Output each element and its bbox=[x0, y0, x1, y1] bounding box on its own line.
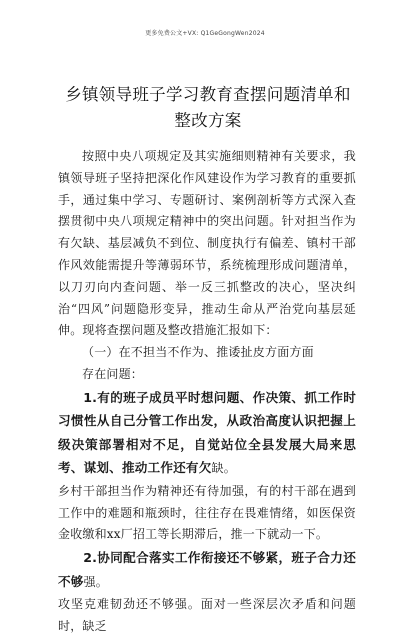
intro-paragraph: 按照中央八项规定及其实施细则精神有关要求，我镇领导班子坚持把深化作风建设作为学习教育的重要抓手，通过集中学习、专题研讨、案例剖析等方式深入查摆贯彻中央八项规定精神中的突出问题。针对担当作为有欠缺、基层减负不到位、制度执行有偏差、镇村干部作风效能需提升等薄弱环节，系统梳理形成问题清单，以刀刃向内查问题、举一反三抓整改的决心，坚决纠治“四风”问题隐形变异，推动生命从严治党向基层延伸。现将查摆问题及整改措施汇报如下： bbox=[58, 149, 356, 338]
problem-item-1-bold: 1.有的班子成员平时想问题、作决策、抓工作时习惯性从自己分管工作出发，从政治高度认识把握上级决策部署相对不足，自觉站位全县发展大局来思考、谋划、推动工作还有欠 bbox=[58, 389, 356, 476]
problem-item-2 bbox=[58, 546, 356, 594]
problem-item-2-bold: 2.协同配合落实工作衔接还不够紧，班子合力还不够 bbox=[58, 550, 356, 589]
section-heading: （一）在不担当不作为、推诿扯皮方面方面 bbox=[82, 345, 314, 360]
document-title: 乡镇领导班子学习教育查摆问题清单和整改方案 bbox=[65, 85, 351, 130]
document-body bbox=[58, 146, 356, 638]
problem-item-2-detail: 攻坚克难韧劲还不够强。面对一些深层次矛盾和问题时，缺乏 bbox=[58, 597, 356, 633]
problems-label: 存在问题： bbox=[82, 366, 144, 381]
problem-item-1-tail: 缺。 bbox=[211, 461, 236, 476]
problem-item-2-tail: 强。 bbox=[83, 574, 108, 589]
header-note: 更多免费公文+VX: Q1GeGongWen2024 bbox=[145, 30, 265, 37]
problem-item-1-detail: 乡村干部担当作为精神还有待加强，有的村干部在遇到工作中的难题和瓶颈时，往往存在畏难情绪，如医保资金收缴和xx厂招工等长期滞后，推一下就动一下。 bbox=[58, 483, 356, 542]
problem-item-1 bbox=[58, 386, 356, 481]
